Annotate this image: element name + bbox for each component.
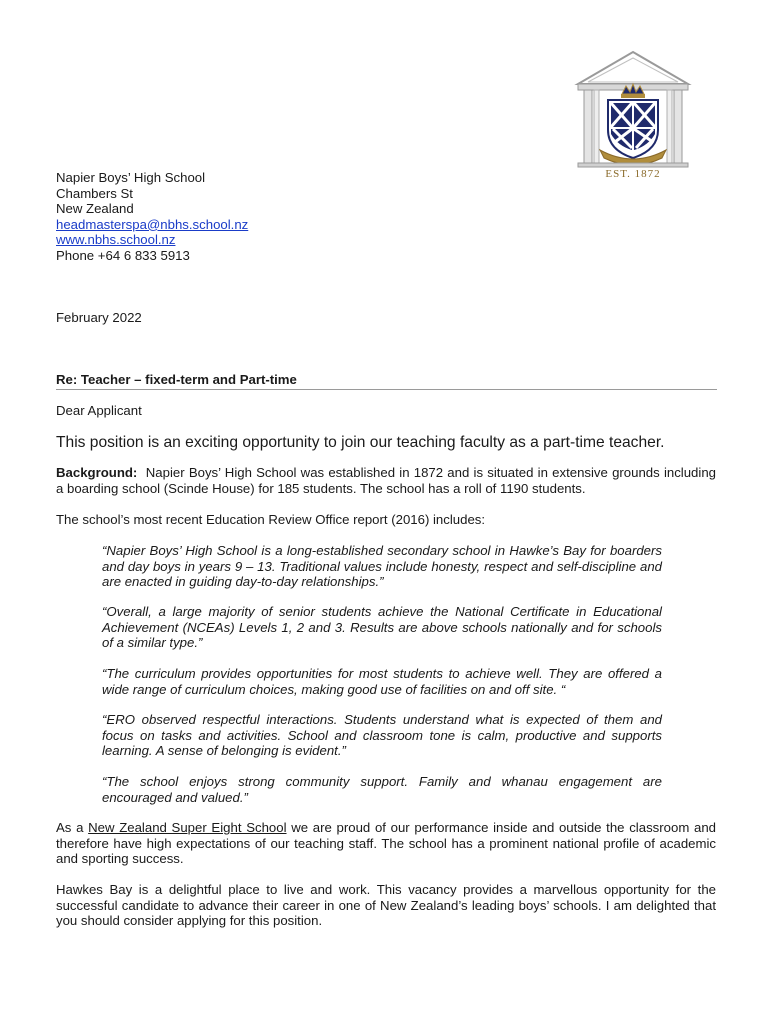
background-paragraph bbox=[56, 465, 716, 496]
background-text: Napier Boys’ High School was established in 1872 and is situated in extensive grounds including a boarding school (Scinde House) for 185 students. The school has a roll of 1190 students. bbox=[56, 465, 716, 496]
website-link[interactable]: www.nbhs.school.nz bbox=[56, 232, 176, 248]
ero-quote: “Napier Boys’ High School is a long-established secondary school in Hawke’s Bay for boarders and day boys in years 9 – 13. Traditional values include honesty, respect and self-discipline and are enacted in guiding day-to-day relationships.” bbox=[102, 543, 662, 590]
subject-line: Re: Teacher – fixed-term and Part-time bbox=[56, 372, 717, 390]
school-crest-icon bbox=[570, 50, 696, 168]
super-eight-paragraph bbox=[56, 820, 716, 867]
letter-date: February 2022 bbox=[56, 310, 142, 325]
intro-sentence: This position is an exciting opportunity to join our teaching faculty as a part-time teacher. bbox=[56, 434, 665, 451]
country: New Zealand bbox=[56, 201, 134, 217]
closing-paragraph: Hawkes Bay is a delightful place to live and work. This vacancy provides a marvellous opportunity for the successful candidate to advance their career in one of New Zealand’s leading boys’ schools. I am delighted that you should consider applying for this position. bbox=[56, 882, 716, 929]
school-crest bbox=[570, 50, 696, 190]
super-eight-link[interactable]: New Zealand Super Eight School bbox=[88, 820, 287, 835]
ero-quote: “The school enjoys strong community support. Family and whanau engagement are encouraged and valued.” bbox=[102, 774, 662, 805]
ero-quote: “ERO observed respectful interactions. Students understand what is expected of them and focus on tasks and activities. School and classroom tone is calm, productive and supports learning. A sense of belonging is evident.” bbox=[102, 712, 662, 759]
super-eight-pre: As a bbox=[56, 820, 84, 835]
background-label: Background: bbox=[56, 465, 138, 480]
email-link[interactable]: headmasterspa@nbhs.school.nz bbox=[56, 216, 249, 232]
street: Chambers St bbox=[56, 185, 133, 201]
super-eight-post: we are proud of our performance inside and outside the classroom and therefore have high expectations of our teaching staff. The school has a prominent national profile of academic and sporting success. bbox=[56, 820, 717, 867]
salutation: Dear Applicant bbox=[56, 403, 142, 418]
ero-quote: “Overall, a large majority of senior students achieve the National Certificate in Educational Achievement (NCEAs) Levels 1, 2 and 3. Results are above schools nationally and for schools of a similar type.” bbox=[102, 604, 662, 651]
ero-intro: The school’s most recent Education Review Office report (2016) includes: bbox=[56, 512, 486, 527]
established-year: EST. 1872 bbox=[605, 168, 661, 180]
phone: Phone +64 6 833 5913 bbox=[56, 247, 190, 263]
sender-address bbox=[56, 170, 248, 264]
school-name: Napier Boys’ High School bbox=[56, 170, 206, 185]
ero-quote: “The curriculum provides opportunities for most students to achieve well. They are offered a wide range of curriculum choices, making good use of facilities on and off site. “ bbox=[102, 666, 662, 697]
